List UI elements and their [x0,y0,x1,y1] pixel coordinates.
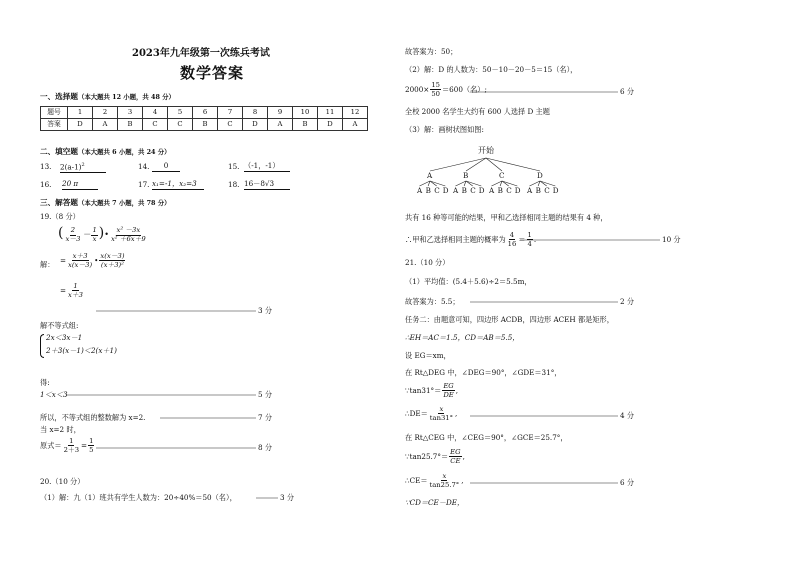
q21-ce: ∴CE＝ $\frac{x}{\tan 25.7^\circ}$ , [405,472,464,489]
frac-num: 1 [69,437,74,445]
frac-num: 2 [70,226,76,235]
exam-title: 2023年九年级第一次练兵考试 [132,48,270,59]
q21-de: ∴DE＝ $\frac{x}{\tan 31^\circ}$ , [405,405,458,422]
tree-node-level2: A [489,186,495,195]
frac-num: x² －3x [116,226,141,235]
q19-expression: ( $\frac{2}{x-3}$ － $\frac{1}{x}$ )• $\frac{\text{x² －3x}}{\text{x² ＋6x＋9}}$ [58,225,146,243]
table-cell: A [343,119,368,131]
table-cell: B [293,119,318,131]
q20-line5: 共有 16 种等可能的结果，甲和乙选择相同主题的结果有 4 种， [405,213,608,222]
q19-orig-label: 原式＝ [40,440,62,450]
frac-den: 5 [89,445,94,454]
frac-num: x [439,405,444,413]
section-fill-note: （本大题共 6 小题，共 24 分） [77,148,171,156]
tree-node-level2: B [497,186,503,195]
tree-node-level2: A [453,186,459,195]
frac-den: tan25.7° [429,480,460,489]
q21-de-pre: ∴DE＝ [405,408,428,418]
q21-score1: 2 分 [620,297,635,306]
table-row-numbers [41,107,368,119]
q21-line6: 在 Rt△CEG 中，∠CEG＝90°，∠GCE＝25.7°， [405,433,568,442]
q15-answer [244,162,290,172]
system-brace [40,334,44,358]
table-cell: 2 [93,107,118,119]
table-cell: D [243,119,268,131]
tree-node-level2: C [434,186,440,195]
table-cell: B [193,119,218,131]
q21-tan31: ∵tan31°＝ $\frac{EG}{DE}$ , [405,382,459,399]
tree-node-level2: C [544,186,550,195]
table-cell: 1 [68,107,93,119]
section-fill-heading [40,147,171,157]
table-cell: 4 [143,107,168,119]
tree-node-level2: D [552,186,559,195]
q15-number: 15. [228,162,240,171]
q20-line4: （3）解：画树状图如图: [405,125,484,134]
q14-number: 14. [138,162,150,171]
frac-den: x－3 [65,235,81,243]
q21-tan257: ∵tan25.7°＝ $\frac{EG}{CE}$ , [405,448,465,465]
q20-calc [405,82,487,98]
q18-answer [244,180,290,190]
q19-range: 1＜x＜3 [40,390,68,399]
tree-node-level2: B [461,186,467,195]
tree-branch-line [466,158,486,171]
q19-ineq1: 2x＜3x－1 [46,333,83,342]
frac-den: CE [450,456,461,465]
frac-num: EG [450,448,461,456]
q19-integer-line: 所以，不等式组的整数解为 x=2. [40,413,146,422]
q19-sub-line: 当 x=2 时， [40,425,81,434]
frac-den: x＋3 [68,290,83,299]
frac-num: 4 [509,231,515,239]
q20-line2: （2）解：D 的人数为：50－10－20－5＝15（名）， [405,65,578,74]
q19-step1: = $\frac{x+3}{x(x-3)}$ • $\frac{x(x-3)}{\text{(x＋3)²}}$ [60,252,125,269]
table-cell: 12 [343,107,368,119]
frac-den: 4 [527,239,532,248]
frac-den: tan31° [429,413,453,422]
q21-ans1: 故答案为：5.5； [405,297,460,306]
frac-den: (x＋3)² [100,260,124,269]
q20-calc-post: ＝600（名）; [441,84,487,94]
frac-num: x [442,472,447,480]
section-solve-heading [40,198,171,208]
q13-answer-sup: 2 [81,162,85,168]
q19-orig [40,438,95,454]
table-cell: C [218,119,243,131]
frac-den: 16 [507,239,517,248]
q20-score3: 10 分 [662,235,681,244]
q19-ineq-intro: 解不等式组: [40,321,79,330]
table-head-answer: 答案 [41,119,68,131]
table-cell: 7 [218,107,243,119]
q20-calc-pre: 2000× [405,84,430,94]
tree-branch-line [430,158,486,171]
q17-number: 17. [138,180,150,189]
q20-prob: ∴甲和乙选择相同主题的概率为 $\frac{4}{16}$ ＝ $\frac{1}{4}$ . [405,231,537,248]
section-choice-label: 一、选择题 [40,92,78,101]
tree-node-level2: D [514,186,521,195]
q19-ineq2: 2＋3(x－1)＜2(x＋1) [46,346,117,355]
tree-node-level2: B [535,186,541,195]
q17-answer [152,180,204,190]
tree-node-level2: B [425,186,431,195]
table-head-number: 题号 [41,107,68,119]
table-cell: 9 [268,107,293,119]
q19-jie: 解： [40,260,55,269]
frac-den: 50 [431,89,440,98]
q20-heading: 20.（10 分） [40,477,85,486]
frac-num: 1 [73,282,78,290]
q13-answer [60,162,106,173]
q20-prob-pre: ∴甲和乙选择相同主题的概率为 [405,234,506,244]
q19-score3: 7 分 [258,413,273,422]
frac-den: x² ＋6x＋9 [110,235,146,243]
q14-answer [152,162,180,172]
q13-number: 13. [40,162,52,171]
q21-line5: 在 Rt△DEG 中，∠DEG＝90°，∠GDE＝31°， [405,368,562,377]
tree-node-level2: A [417,186,423,195]
q19-step2-eq: = [60,285,67,295]
section-solve-note: （本大题共 7 小题，共 78 分） [77,199,171,207]
q21-line2: 任务二：由题意可知，四边形 ACDB，四边形 ACEH 都是矩形， [405,315,614,324]
frac-den: 2＋3 [63,445,80,454]
q19-orig-eq: = [81,440,88,450]
table-cell: C [168,119,193,131]
table-cell: D [68,119,93,131]
tree-node-level1: A [427,171,433,180]
q13-answer-text: 2(a-1) [60,162,82,172]
tree-node-level2: A [527,186,533,195]
table-cell: 6 [193,107,218,119]
frac-num: x(x－3) [100,252,125,260]
tree-node-level2: D [442,186,449,195]
table-cell: A [268,119,293,131]
q19-heading: 19.（8 分） [40,212,80,221]
page-title: 数学答案 [180,64,245,82]
section-solve-label: 三、解答题 [40,198,78,207]
q17-answer-text: x₁=-1，x₂=3 [152,180,204,190]
frac-num: 1 [527,231,532,239]
section-fill-label: 二、填空题 [40,147,78,156]
q14-answer-text: 0 [152,162,180,172]
q21-ce-pre: ∴CE＝ [405,475,428,485]
table-cell: 10 [293,107,318,119]
q20-line3: 全校 2000 名学生大约有 600 人选择 D 主题 [405,107,550,116]
q21-heading: 21.（10 分） [405,258,450,267]
table-cell: D [318,119,343,131]
choice-answer-table [40,106,368,131]
q18-number: 18. [228,180,240,189]
q19-score1: 3 分 [258,306,273,315]
q21-line1: （1）平均值：(5.4＋5.6)÷2＝5.5m， [405,277,532,286]
table-cell: A [93,119,118,131]
table-cell: 11 [318,107,343,119]
frac-num: 15 [431,81,440,89]
tree-node-level2: D [478,186,485,195]
table-cell: 8 [243,107,268,119]
table-cell: 5 [168,107,193,119]
frac-num: EG [443,382,454,390]
tree-node-level2: C [470,186,476,195]
table-cell: C [143,119,168,131]
table-cell: 3 [118,107,143,119]
tree-node-level1: D [537,171,543,180]
q21-score3: 6 分 [620,478,635,487]
section-choice-heading [40,92,175,102]
frac-den: x [92,235,97,243]
frac-num: x＋3 [72,252,88,260]
frac-den: DE [443,390,454,399]
q21-line4: 设 EG＝xm， [405,351,451,360]
q20-score1: 3 分 [280,493,295,502]
q20-score2: 6 分 [620,87,635,96]
q16-answer [62,180,98,190]
tree-node-level1: B [463,171,469,180]
frac-den: x(x－3) [68,260,93,269]
q16-answer-text: 20 π [62,180,98,190]
table-cell: B [118,119,143,131]
tree-root-label: 开始 [478,146,494,155]
q19-de: 得: [40,378,50,387]
q15-answer-text: （-1，-1） [244,162,290,172]
q21-tan31-pre: ∵tan31°＝ [405,385,442,395]
q21-line3: ∴EH＝AC＝1.5，CD＝AB＝5.5， [405,333,520,342]
q19-step2 [60,283,85,299]
q16-number: 16. [40,180,52,189]
frac-num: 1 [92,226,97,235]
frac-num: 1 [89,437,94,445]
section-choice-note: （本大题共 12 小题，共 48 分） [77,93,175,101]
q20-ans1: 故答案为：50； [405,47,458,56]
q21-line7: ∵CD＝CE－DE， [405,498,465,507]
q19-score2: 5 分 [258,390,273,399]
q20-line1: （1）解：九（1）班共有学生人数为：20÷40%＝50（名）， [40,493,237,502]
q21-score2: 4 分 [620,411,635,420]
q19-score4: 8 分 [258,443,273,452]
table-row-answers [41,119,368,131]
tree-node-level2: C [506,186,512,195]
q20-prob-eq: ＝ [518,234,526,244]
q18-answer-text: 16－8√3 [244,180,290,190]
tree-node-level1: C [499,171,505,180]
q21-tan257-pre: ∵tan25.7°＝ [405,451,449,461]
